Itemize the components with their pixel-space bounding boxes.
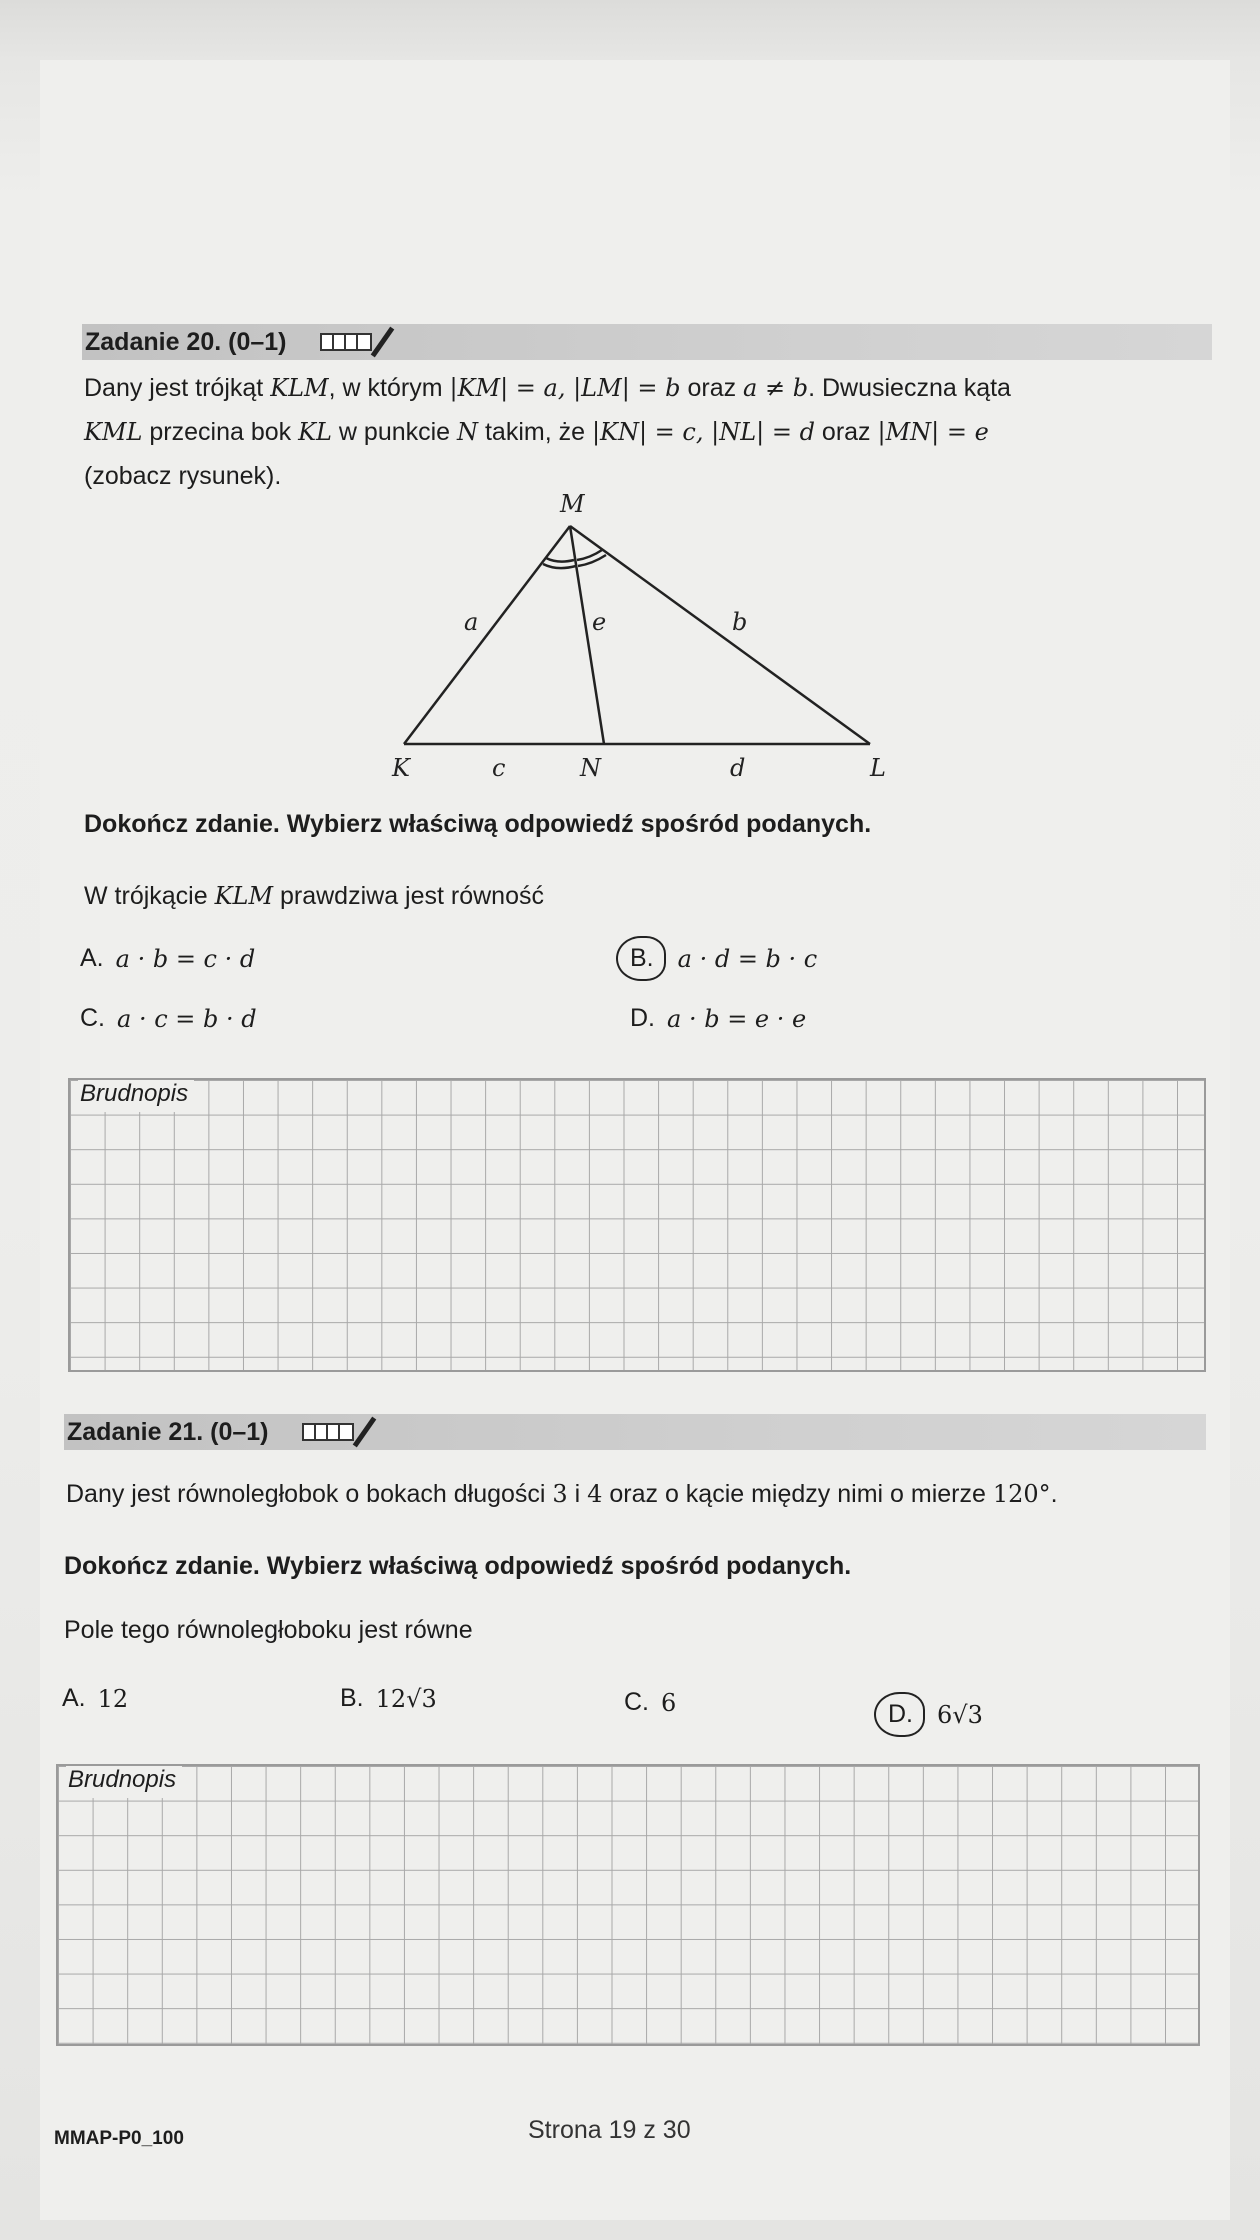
task-21-answer-a[interactable] [62, 1684, 128, 1713]
label-l: L [870, 754, 886, 782]
label-k: K [392, 754, 410, 782]
label-n: N [580, 754, 601, 782]
answer-expr: 6 [661, 1688, 677, 1717]
score-boxes-icon [302, 1423, 354, 1441]
answer-letter: A. [62, 1684, 86, 1712]
text: . [1050, 1480, 1058, 1508]
text: Dany jest równoległobok o bokach długości [66, 1480, 553, 1508]
math: KLM [214, 882, 274, 910]
math: 3 [552, 1480, 568, 1508]
scratchpad-grid-20[interactable] [68, 1078, 1206, 1372]
text: oraz [680, 374, 744, 402]
task-21-answer-d[interactable] [874, 1692, 983, 1737]
label-e: e [592, 608, 607, 636]
answer-letter: D. [630, 1004, 655, 1032]
task-20-stem [84, 874, 544, 918]
angle-arc-left-2 [543, 564, 576, 568]
task-21-stem: Pole tego równoległoboku jest równe [64, 1616, 473, 1644]
answer-letter: C. [624, 1688, 649, 1716]
task-21-answer-b[interactable] [340, 1684, 437, 1713]
scratchpad-grid-21[interactable] [56, 1764, 1200, 2046]
angle-arc-left [546, 558, 574, 562]
text: w punkcie [331, 418, 458, 446]
triangle-figure [380, 486, 900, 786]
task-21-header [64, 1414, 1206, 1450]
answer-expr: a · d = b · c [677, 944, 818, 973]
exam-code: MMAP-P0_100 [54, 2128, 184, 2149]
task-20-answer-b[interactable] [616, 936, 817, 981]
answer-expr: 12 [97, 1684, 129, 1713]
page-number: Strona 19 z 30 [528, 2116, 691, 2144]
task-20-title: Zadanie 20. (0–1) [85, 327, 287, 356]
answer-expr: a · b = c · d [115, 944, 256, 973]
text: i [567, 1480, 588, 1508]
task-20-answer-d[interactable] [630, 1004, 806, 1033]
text: oraz [814, 418, 878, 446]
task-20-answer-c[interactable] [80, 1004, 257, 1033]
pencil-icon [371, 327, 395, 358]
answer-expr: 12√3 [375, 1684, 437, 1713]
math: KML [84, 418, 143, 446]
answer-expr: 6√3 [937, 1700, 983, 1729]
text: W trójkącie [84, 882, 215, 910]
math: 4 [587, 1480, 603, 1508]
answer-letter: B. [340, 1684, 364, 1712]
text: Dany jest trójkąt [84, 374, 271, 402]
math: KL [298, 418, 332, 446]
side-km [404, 526, 570, 744]
scratchpad-label: Brudnopis [78, 1080, 194, 1112]
text: . Dwusieczna kąta [808, 374, 1011, 402]
text: prawdziwa jest równość [273, 882, 544, 910]
answer-letter-circled: B. [616, 936, 666, 981]
label-a: a [464, 608, 479, 636]
label-c: c [492, 754, 506, 782]
answer-letter: A. [80, 944, 104, 972]
answer-letter-circled: D. [874, 1692, 925, 1737]
task-20-line-3: (zobacz rysunek). [84, 462, 282, 490]
math: 120° [992, 1480, 1051, 1508]
math: |MN| = e [877, 418, 989, 446]
math: KLM [270, 374, 329, 402]
answer-expr: a · c = b · d [117, 1004, 257, 1033]
text: przecina bok [142, 418, 299, 446]
task-21-title: Zadanie 21. (0–1) [67, 1417, 269, 1446]
math: |KN| = c, |NL| = d [591, 418, 815, 446]
task-21-answer-c[interactable] [624, 1688, 676, 1717]
task-20-answer-a[interactable] [80, 944, 255, 973]
score-boxes-icon [320, 333, 372, 351]
math: |KM| = a, |LM| = b [449, 374, 681, 402]
label-d: d [730, 754, 746, 782]
scratchpad-label: Brudnopis [66, 1766, 182, 1798]
task-21-statement [66, 1472, 1216, 1516]
task-20-instruction: Dokończ zdanie. Wybierz właściwą odpowiedź spośród podanych. [84, 810, 872, 838]
text: oraz o kącie między nimi o mierze [602, 1480, 993, 1508]
label-b: b [732, 608, 748, 636]
task-20-header [82, 324, 1212, 360]
answer-letter: C. [80, 1004, 105, 1032]
task-20-line-1 [84, 366, 1214, 410]
task-20-line-2 [84, 410, 1214, 454]
text: , w którym [328, 374, 450, 402]
math: a ≠ b [743, 374, 809, 402]
answer-expr: a · b = e · e [667, 1004, 807, 1033]
pencil-icon [353, 1417, 377, 1448]
label-m: M [560, 490, 585, 518]
side-lm [570, 526, 870, 744]
task-20-statement [84, 366, 1214, 498]
task-21-instruction: Dokończ zdanie. Wybierz właściwą odpowiedź spośród podanych. [64, 1552, 852, 1580]
math: N [457, 418, 479, 446]
text: takim, że [478, 418, 592, 446]
